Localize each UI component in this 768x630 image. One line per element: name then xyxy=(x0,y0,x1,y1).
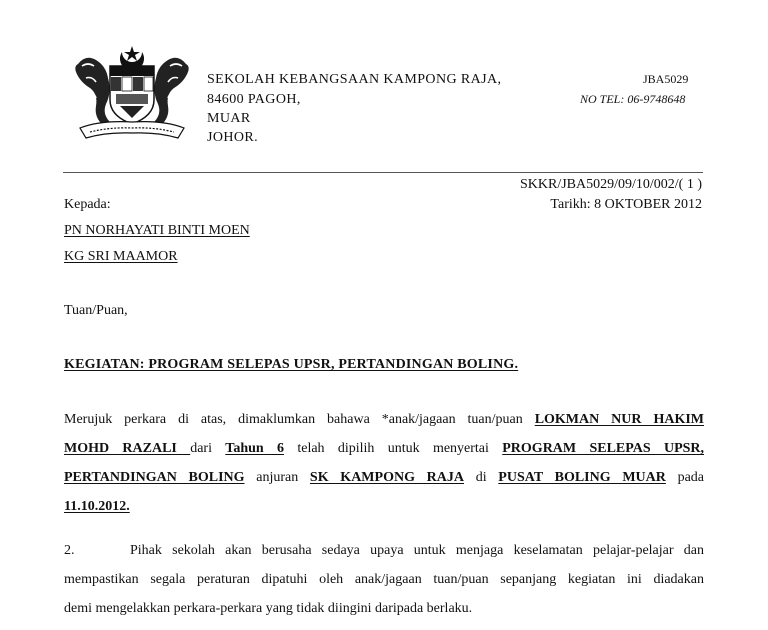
p1-anjuran: anjuran xyxy=(256,470,299,485)
kepada-label: Kepada: xyxy=(64,197,111,212)
reference-number: SKKR/JBA5029/09/10/002/( 1 ) xyxy=(519,177,702,192)
venue-name: PUSAT BOLING MUAR xyxy=(498,470,666,485)
student-name-cont: MOHD RAZALI xyxy=(64,441,191,456)
organizer-name: SK KAMPONG RAJA xyxy=(309,470,464,485)
p1-pada: pada xyxy=(677,470,705,485)
letter-date: Tarikh: 8 OKTOBER 2012 xyxy=(550,197,702,212)
program-name: PROGRAM SELEPAS UPSR, xyxy=(502,441,705,456)
p2-line-3: demi mengelakkan perkara-perkara yang tidak diingini daripada berlaku. xyxy=(64,601,473,616)
p1-dari: dari xyxy=(190,441,212,456)
student-name: LOKMAN NUR HAKIM xyxy=(534,412,705,427)
school-name: SEKOLAH KEBANGSAAN KAMPONG RAJA, xyxy=(207,72,502,87)
p1-selected-text: telah dipilih untuk menyertai xyxy=(297,441,489,456)
program-name-cont: PERTANDINGAN BOLING xyxy=(64,470,245,485)
p2-line-1: Pihak sekolah akan berusaha sedaya upaya untuk menjaga keselamatan pelajar-pelajar dan xyxy=(130,543,704,558)
school-state: JOHOR. xyxy=(207,130,259,145)
coat-of-arms-logo xyxy=(68,44,196,144)
school-code: JBA5029 xyxy=(643,72,689,86)
p2-line-2: mempastikan segala peraturan dipatuhi oleh anak/jagaan tuan/puan sepanjang kegiatan ini diadakan xyxy=(64,572,704,587)
student-year: Tahun 6 xyxy=(225,441,285,456)
school-district: MUAR xyxy=(207,111,251,126)
letterhead-divider xyxy=(63,172,703,173)
recipient-address: KG SRI MAAMOR xyxy=(64,249,178,264)
p1-di: di xyxy=(475,470,487,485)
event-date: 11.10.2012. xyxy=(64,499,130,514)
paragraph-2 xyxy=(64,536,704,623)
p1-intro-text: Merujuk perkara di atas, dimaklumkan bahawa *anak/jagaan tuan/puan xyxy=(64,412,523,427)
paragraph-1 xyxy=(64,405,704,521)
p2-number: 2. xyxy=(64,543,75,558)
letter-subject: KEGIATAN: PROGRAM SELEPAS UPSR, PERTANDINGAN BOLING. xyxy=(64,357,519,372)
school-phone: NO TEL: 06-9748648 xyxy=(580,92,686,106)
salutation: Tuan/Puan, xyxy=(64,303,128,318)
school-postcode-town: 84600 PAGOH, xyxy=(207,92,301,107)
recipient-name: PN NORHAYATI BINTI MOEN xyxy=(64,223,250,238)
